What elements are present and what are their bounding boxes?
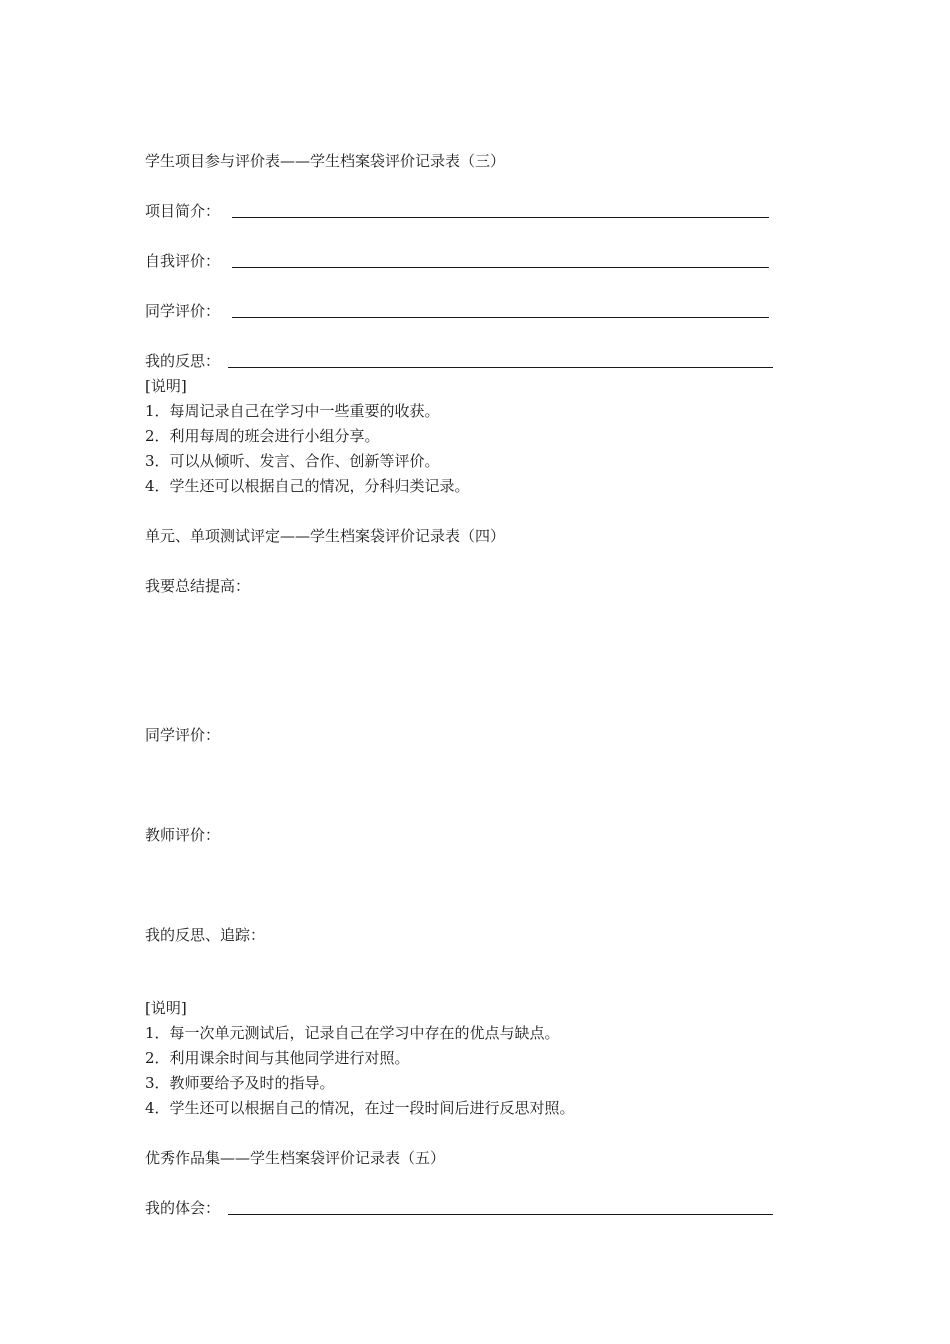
field-project-intro	[145, 201, 769, 221]
note-item: 2．利用每周的班会进行小组分享。	[145, 427, 380, 445]
field-my-experience	[145, 1198, 773, 1218]
field-my-reflection	[145, 351, 773, 371]
field-peer-evaluation	[145, 301, 769, 321]
field-label: 我的体会：	[145, 1199, 221, 1217]
fill-in-line[interactable]	[228, 1200, 773, 1215]
notes-heading: [说明]	[145, 999, 187, 1017]
field-label: 同学评价：	[145, 302, 221, 320]
field-reflection-tracking: 我的反思、追踪：	[145, 926, 266, 944]
note-item: 1．每一次单元测试后，记录自己在学习中存在的优点与缺点。	[145, 1024, 560, 1042]
note-item: 3．教师要给予及时的指导。	[145, 1074, 335, 1092]
fill-in-line[interactable]	[228, 353, 773, 368]
note-item: 3．可以从倾听、发言、合作、创新等评价。	[145, 452, 440, 470]
field-label: 我的反思：	[145, 352, 221, 370]
section3-title: 学生项目参与评价表——学生档案袋评价记录表（三）	[145, 152, 506, 170]
note-item: 1．每周记录自己在学习中一些重要的收获。	[145, 402, 440, 420]
field-teacher-evaluation: 教师评价：	[145, 826, 221, 844]
fill-in-line[interactable]	[232, 303, 769, 318]
note-item: 4．学生还可以根据自己的情况，在过一段时间后进行反思对照。	[145, 1099, 575, 1117]
field-label: 自我评价：	[145, 252, 221, 270]
fill-in-line[interactable]	[232, 253, 769, 268]
field-peer-evaluation: 同学评价：	[145, 726, 221, 744]
section5-title: 优秀作品集——学生档案袋评价记录表（五）	[145, 1149, 446, 1167]
note-item: 4．学生还可以根据自己的情况，分科归类记录。	[145, 477, 470, 495]
field-label: 项目简介：	[145, 202, 221, 220]
field-summary: 我要总结提高：	[145, 577, 251, 595]
fill-in-line[interactable]	[232, 203, 769, 218]
field-self-evaluation	[145, 251, 769, 271]
notes-heading: [说明]	[145, 377, 187, 395]
section4-title: 单元、单项测试评定——学生档案袋评价记录表（四）	[145, 527, 506, 545]
note-item: 2．利用课余时间与其他同学进行对照。	[145, 1049, 410, 1067]
